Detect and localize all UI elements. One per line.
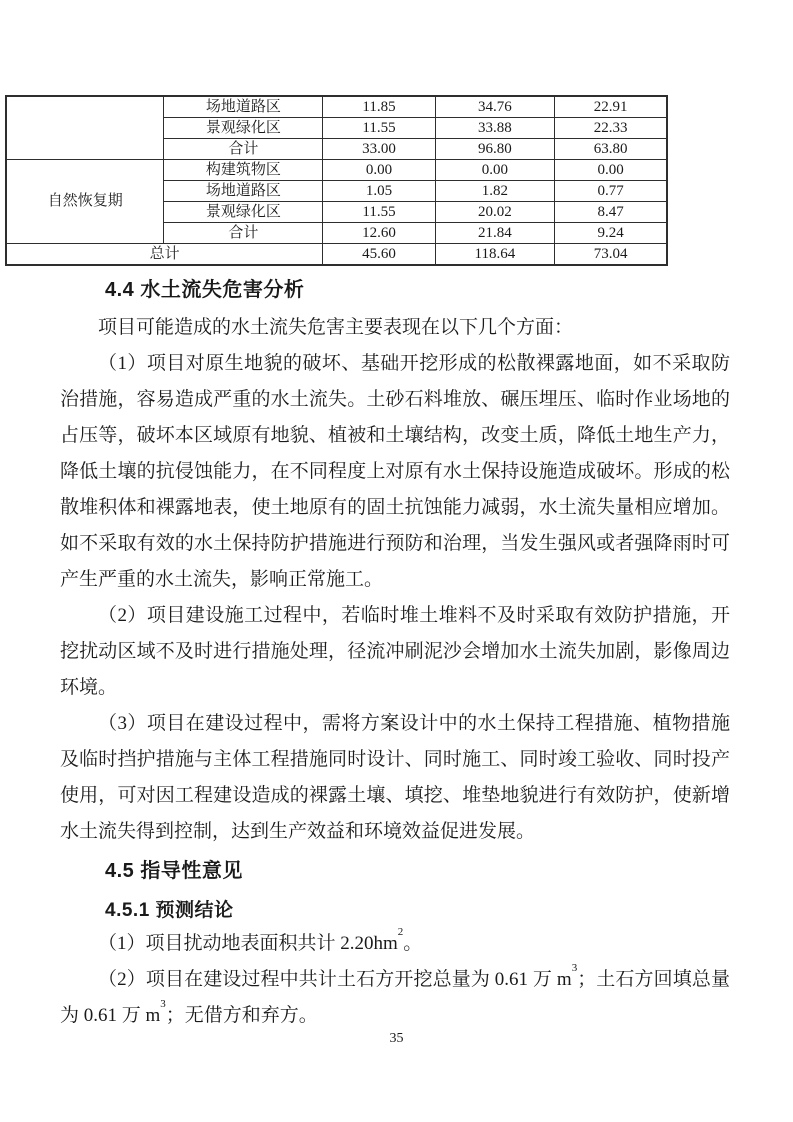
paragraph-hazard-1: （1）项目对原生地貌的破坏、基础开挖形成的松散裸露地面，如不采取防治措施，容易造成严重的水土流失。土砂石料堆放、碾压埋压、临时作业场地的占压等，破坏本区域原有地貌、植被和土壤结构，改变土质，降低土地生产力，降低土壤的抗侵蚀能力，在不同程度上对原有水土保持设施造成破坏。形成的松散堆积体和裸露地表，使土地原有的固土抗蚀能力减弱，水土流失量相应增加。如不采取有效的水土保持防护措施进行预防和治理，当发生强风或者强降雨时可产生严重的水土流失，影响正常施工。 xyxy=(60,353,730,590)
table-cell-area: 景观绿化区 xyxy=(164,118,323,139)
table-cell-value: 73.04 xyxy=(555,244,667,266)
paragraph-hazard-2: （2）项目建设施工过程中，若临时堆土堆料不及时采取有效防护措施，开挖扰动区域不及时进行措施处理，径流冲刷泥沙会增加水土流失加剧，影像周边环境。 xyxy=(60,605,730,698)
table-cell-area: 构建筑物区 xyxy=(164,160,323,181)
superscript: 2 xyxy=(397,925,404,938)
table-cell-value: 34.76 xyxy=(435,96,554,118)
table-row xyxy=(6,160,667,181)
paragraph-intro: 项目可能造成的水土流失危害主要表现在以下几个方面： xyxy=(98,317,574,338)
table-cell-value: 118.64 xyxy=(435,244,554,266)
table-cell-total-label: 总计 xyxy=(6,244,323,266)
table-cell-value: 1.05 xyxy=(323,181,435,202)
table-cell-area: 合计 xyxy=(164,139,323,160)
superscript: 3 xyxy=(571,961,578,974)
superscript: 3 xyxy=(160,997,166,1010)
soil-loss-summary-table xyxy=(5,95,668,266)
conclusion-2-seg3: ；无借方和弃方。 xyxy=(165,1005,318,1026)
section-heading-4-4: 4.4 水土流失危害分析 xyxy=(105,279,305,301)
table-cell-value: 20.02 xyxy=(435,202,554,223)
conclusion-1-tail: 。 xyxy=(403,933,423,954)
table-cell-value: 0.00 xyxy=(435,160,554,181)
table-cell-value: 22.91 xyxy=(555,96,667,118)
table-cell-area: 场地道路区 xyxy=(164,96,323,118)
table-cell-area: 场地道路区 xyxy=(164,181,323,202)
conclusion-2-seg2: ；土石方回填总量为 0.61 万 m xyxy=(60,969,730,1026)
conclusion-1-text: （1）项目扰动地表面积共计 2.20hm xyxy=(98,933,398,954)
table-cell-value: 0.00 xyxy=(555,160,667,181)
table-cell-value: 0.00 xyxy=(323,160,435,181)
table-cell-value: 96.80 xyxy=(435,139,554,160)
conclusion-2-seg1: （2）项目在建设过程中共计土石方开挖总量为 0.61 万 m xyxy=(98,969,572,990)
table-cell-area: 景观绿化区 xyxy=(164,202,323,223)
table-cell-value: 1.82 xyxy=(435,181,554,202)
table-row-total xyxy=(6,244,667,266)
table-cell-value: 12.60 xyxy=(323,223,435,244)
table-cell-value: 0.77 xyxy=(555,181,667,202)
table-cell-value: 11.55 xyxy=(323,202,435,223)
table-cell-value: 11.85 xyxy=(323,96,435,118)
table-cell-value: 33.00 xyxy=(323,139,435,160)
table-cell-value: 22.33 xyxy=(555,118,667,139)
table-cell-area: 合计 xyxy=(164,223,323,244)
table-cell-value: 45.60 xyxy=(323,244,435,266)
table-cell-stage-blank xyxy=(6,96,164,160)
table-cell-value: 63.80 xyxy=(555,139,667,160)
paragraph-hazard-3: （3）项目在建设过程中，需将方案设计中的水土保持工程措施、植物措施及临时挡护措施与主体工程措施同时设计、同时施工、同时竣工验收、同时投产使用，可对因工程建设造成的裸露土壤、填挖、堆垫地貌进行有效防护，使新增水土流失得到控制，达到生产效益和环境效益促进发展。 xyxy=(60,713,730,842)
table-cell-value: 33.88 xyxy=(435,118,554,139)
page-number: 35 xyxy=(389,1031,404,1046)
table-cell-stage-label: 自然恢复期 xyxy=(6,160,164,244)
paragraph-conclusion-1 xyxy=(60,926,730,962)
table-row xyxy=(6,96,667,118)
section-heading-4-5: 4.5 指导性意见 xyxy=(105,860,243,882)
table-cell-value: 11.55 xyxy=(323,118,435,139)
table-cell-value: 8.47 xyxy=(555,202,667,223)
table-cell-value: 9.24 xyxy=(555,223,667,244)
section-heading-4-5-1: 4.5.1 预测结论 xyxy=(105,900,234,921)
table-cell-value: 21.84 xyxy=(435,223,554,244)
paragraph-conclusion-2 xyxy=(60,962,730,1034)
